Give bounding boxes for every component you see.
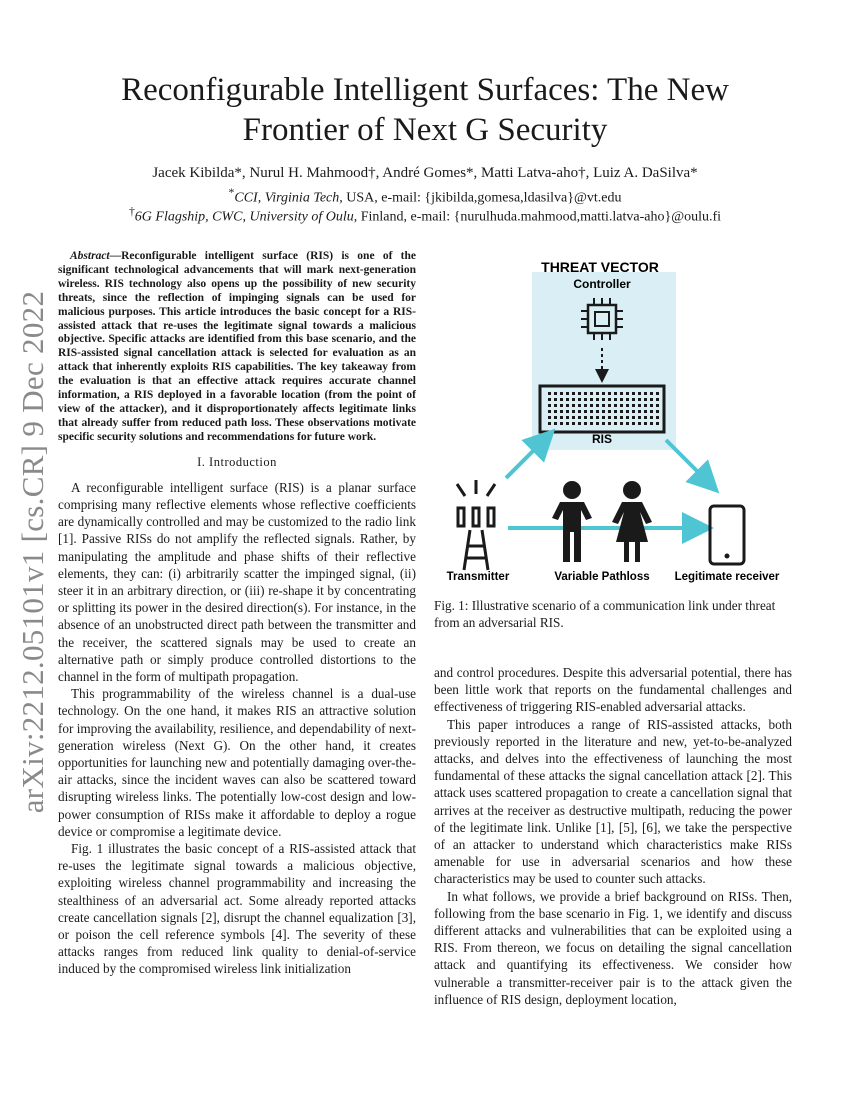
ris-element	[656, 422, 659, 425]
ris-label: RIS	[591, 432, 613, 446]
left-column	[58, 250, 416, 978]
ris-element	[638, 422, 641, 425]
paragraph: Fig. 1 illustrates the basic concept of a RIS-assisted attack that re-uses the legitimate signal towards a malicious objective, exploiting wireless channel programmability and increasing the stealthiness of an adversarial act. Some already reported attacks create cancellation signals [2], disrupt the channel equalization [3], or poison the cell reference symbols [4]. The severity of these attacks ranges from reduced link quality to denial-of-service induced by the compromised wireless link initialization	[58, 840, 416, 977]
ris-element	[572, 398, 575, 401]
ris-element	[596, 404, 599, 407]
ris-element	[614, 416, 617, 419]
ris-element	[656, 416, 659, 419]
ris-element	[560, 416, 563, 419]
ris-element	[584, 422, 587, 425]
affiliation-mark: *	[228, 186, 235, 199]
person-male-icon	[552, 481, 592, 562]
paragraph: This programmability of the wireless channel is a dual-use technology. On the one hand, it makes RIS an attractive solution for improving the availability, resilience, and dependability of next-generation wireless (Next G). On the other hand, it creates opportunities for launching new and potentially damaging over-the-air attacks, since the incident waves can also be scattered toward disrupting wireless links. The potentially low-cost design and low-power consumption of RISs make it affordable to deploy a rogue device or compromise a legitimate device.	[58, 686, 416, 839]
paragraph: and control procedures. Despite this adversarial potential, there has been little work that reports on the fundamental challenges and effectiveness of triggering RIS-enabled adversarial attacks.	[434, 665, 792, 715]
ris-element	[620, 416, 623, 419]
ris-element	[596, 422, 599, 425]
ris-element	[602, 404, 605, 407]
ris-element	[584, 404, 587, 407]
paragraph: In what follows, we provide a brief background on RISs. Then, following from the base scenario in Fig. 1, we identify and discuss different attacks and vulnerabilities that can be exploited using a RIS. From thereon, we focus on detailing the signal cancellation attack and quantifying its effectiveness. We consider how vulnerable a transmitter-receiver pair is to the attack given the influence of RIS design, deployment location,	[434, 888, 792, 1007]
ris-element	[602, 410, 605, 413]
ris-element	[572, 416, 575, 419]
transmitter-label: Transmitter	[446, 571, 510, 583]
ris-element	[590, 416, 593, 419]
ris-element	[632, 422, 635, 425]
ris-element	[614, 422, 617, 425]
ris-element	[608, 404, 611, 407]
ris-element	[554, 398, 557, 401]
ris-element	[548, 398, 551, 401]
ris-element	[614, 392, 617, 395]
ris-element	[584, 410, 587, 413]
variable-pathloss-label: Variable Pathloss	[554, 571, 650, 583]
ris-element	[608, 410, 611, 413]
paragraph: This paper introduces a range of RIS-assisted attacks, both previously reported in the literature and new, yet-to-be-analyzed attacks, and delves into the effectiveness of launching the most fundamental of these attacks the signal cancellation attack [2]. This attack uses scattered propagation to create a cancellation signal that arrives at the receiver as destructive multipath, reducing the power of the legitimate link. Unlike [1], [5], [6], we take the perspective of an attacker to understand which characteristics make RISs amenable for use in adversarial scenarios and how these characteristics may be used to counter such attacks.	[434, 716, 792, 887]
ris-element	[656, 398, 659, 401]
controller-label: Controller	[573, 277, 631, 291]
ris-element	[548, 422, 551, 425]
ris-element	[614, 410, 617, 413]
affiliation-2	[60, 203, 790, 227]
person-female-icon	[612, 481, 652, 562]
ris-element	[650, 398, 653, 401]
ris-element	[554, 410, 557, 413]
ris-element	[650, 404, 653, 407]
ris-element	[548, 416, 551, 419]
ris-element	[566, 410, 569, 413]
abstract-text: —Reconfigurable intelligent surface (RIS) is one of the significant technological advancements that will mark next-generation wireless. RIS technology also opens up the possibility of new security threats, since the reflection of impinging signals can be used for malicious purposes. This article introduces the basic concept for a RIS-assisted attack that re-uses the legitimate signal towards a malicious objective. Specific attacks are identified from this base scenario, and the RIS-assisted signal cancellation attack is selected for evaluation as an attack that inherently exploits RIS capabilities. The key takeaway from the evaluation is that an effective attack requires accurate channel information, a RIS deployed in a favorable location (from the point of view of the attacker), and it disproportionately affects legitimate links that already suffer from reduced path loss. These observations motivate specific security solutions and recommendations for future work.	[58, 250, 416, 443]
ris-element	[548, 404, 551, 407]
abstract	[58, 250, 416, 445]
ris-element	[578, 404, 581, 407]
ris-element	[650, 416, 653, 419]
ris-element	[608, 392, 611, 395]
right-column	[434, 664, 792, 1008]
ris-element	[632, 410, 635, 413]
ris-element	[566, 392, 569, 395]
ris-element	[632, 392, 635, 395]
ris-element	[614, 404, 617, 407]
ris-element	[608, 422, 611, 425]
ris-element	[584, 392, 587, 395]
ris-element	[602, 392, 605, 395]
ris-element	[614, 398, 617, 401]
author-list: Jacek Kibilda*, Nurul H. Mahmood†, André Gomes*, Matti Latva-aho†, Luiz A. DaSilva*	[152, 165, 698, 181]
ris-element	[620, 404, 623, 407]
ris-element	[626, 422, 629, 425]
transmitter-tower-icon	[457, 480, 495, 570]
ris-element	[566, 416, 569, 419]
ris-element	[560, 404, 563, 407]
ris-element	[644, 422, 647, 425]
ris-element	[566, 422, 569, 425]
ris-element	[590, 398, 593, 401]
affiliation-org: 6G Flagship, CWC, University of Oulu	[134, 209, 354, 225]
ris-element	[638, 416, 641, 419]
ris-element	[602, 416, 605, 419]
ris-element	[548, 410, 551, 413]
abstract-label: Abstract	[70, 250, 110, 262]
threat-vector-heading: THREAT VECTOR	[541, 259, 659, 275]
ris-element	[620, 392, 623, 395]
ris-element	[554, 404, 557, 407]
figure-1	[436, 250, 796, 590]
ris-element	[650, 410, 653, 413]
affiliation-org: CCI, Virginia Tech	[234, 190, 340, 206]
ris-element	[590, 404, 593, 407]
ris-element	[554, 392, 557, 395]
ris-element	[608, 398, 611, 401]
ris-element	[590, 410, 593, 413]
ris-element	[620, 398, 623, 401]
ris-element	[632, 416, 635, 419]
ris-element	[554, 416, 557, 419]
ris-element	[644, 410, 647, 413]
threat-vector-diagram	[436, 250, 796, 590]
ris-element	[560, 392, 563, 395]
ris-element	[644, 416, 647, 419]
ris-element	[626, 398, 629, 401]
ris-element	[602, 398, 605, 401]
affiliation-details: , Finland, e-mail: {nurulhuda.mahmood,matti.latva-aho}@oulu.fi	[353, 209, 722, 225]
ris-element	[608, 416, 611, 419]
ris-element	[572, 410, 575, 413]
ris-element	[572, 392, 575, 395]
ris-element	[566, 398, 569, 401]
ris-element	[650, 422, 653, 425]
paper-title: Reconfigurable Intelligent Surfaces: The New Frontier of Next G Security	[121, 72, 729, 148]
ris-element	[656, 392, 659, 395]
phone-receiver-icon	[710, 506, 744, 564]
reflected-arrow	[666, 440, 708, 482]
ris-element	[644, 404, 647, 407]
section-heading-introduction: I. Introduction	[197, 454, 277, 469]
ris-element	[572, 422, 575, 425]
ris-element	[578, 398, 581, 401]
ris-element	[548, 392, 551, 395]
ris-element	[554, 422, 557, 425]
ris-element	[638, 392, 641, 395]
ris-element	[626, 404, 629, 407]
ris-element	[638, 398, 641, 401]
ris-element	[638, 410, 641, 413]
ris-element	[656, 404, 659, 407]
ris-element	[560, 422, 563, 425]
ris-element	[656, 410, 659, 413]
ris-element	[578, 392, 581, 395]
arxiv-side-stamp: arXiv:2212.05101v1 [cs.CR] 9 Dec 2022	[15, 290, 50, 814]
ris-element	[632, 404, 635, 407]
paragraph: A reconfigurable intelligent surface (RIS) is a planar surface comprising many reflective elements whose reflective coefficients are dynamically controlled and may be customized to the radio link [1]. Passive RISs do not amplify the reflected signals. Rather, by manipulating the amplitude and phase shifts of their reflective elements, they can: (i) arbitrarily scatter the impinged signal, (ii) steer it in an arbitrary direction, or (iii) re-shape it by concentrating or splitting its power in the desired direction(s). For instance, in the absence of an unobstructed direct path between the transmitter and the receiver, the scattered signals may be used to create an alternative path or simply produce controlled distortions to the channel in the form of multipath propagation.	[58, 479, 416, 684]
affiliation-details: , USA, e-mail: {jkibilda,gomesa,ldasilva}@vt.edu	[339, 190, 622, 206]
ris-element	[620, 422, 623, 425]
ris-element	[560, 410, 563, 413]
ris-element	[596, 398, 599, 401]
ris-element	[560, 398, 563, 401]
ris-element	[596, 392, 599, 395]
ris-element	[632, 398, 635, 401]
ris-element	[644, 392, 647, 395]
affiliation-mark: †	[128, 205, 135, 218]
ris-element	[584, 416, 587, 419]
ris-element	[644, 398, 647, 401]
ris-element	[596, 410, 599, 413]
ris-element	[650, 392, 653, 395]
ris-element	[620, 410, 623, 413]
incident-arrow	[506, 440, 544, 478]
ris-element	[596, 416, 599, 419]
ris-element	[572, 404, 575, 407]
ris-element	[578, 422, 581, 425]
ris-element	[638, 404, 641, 407]
ris-element	[566, 404, 569, 407]
ris-element	[626, 410, 629, 413]
ris-element	[590, 392, 593, 395]
ris-element	[578, 410, 581, 413]
legitimate-receiver-label: Legitimate receiver	[674, 571, 780, 583]
ris-element	[584, 398, 587, 401]
ris-element	[602, 422, 605, 425]
ris-element	[590, 422, 593, 425]
ris-element	[626, 416, 629, 419]
figure-caption: Fig. 1: Illustrative scenario of a communication link under threat from an adversarial RIS.	[434, 598, 776, 631]
ris-element	[578, 416, 581, 419]
ris-element	[626, 392, 629, 395]
